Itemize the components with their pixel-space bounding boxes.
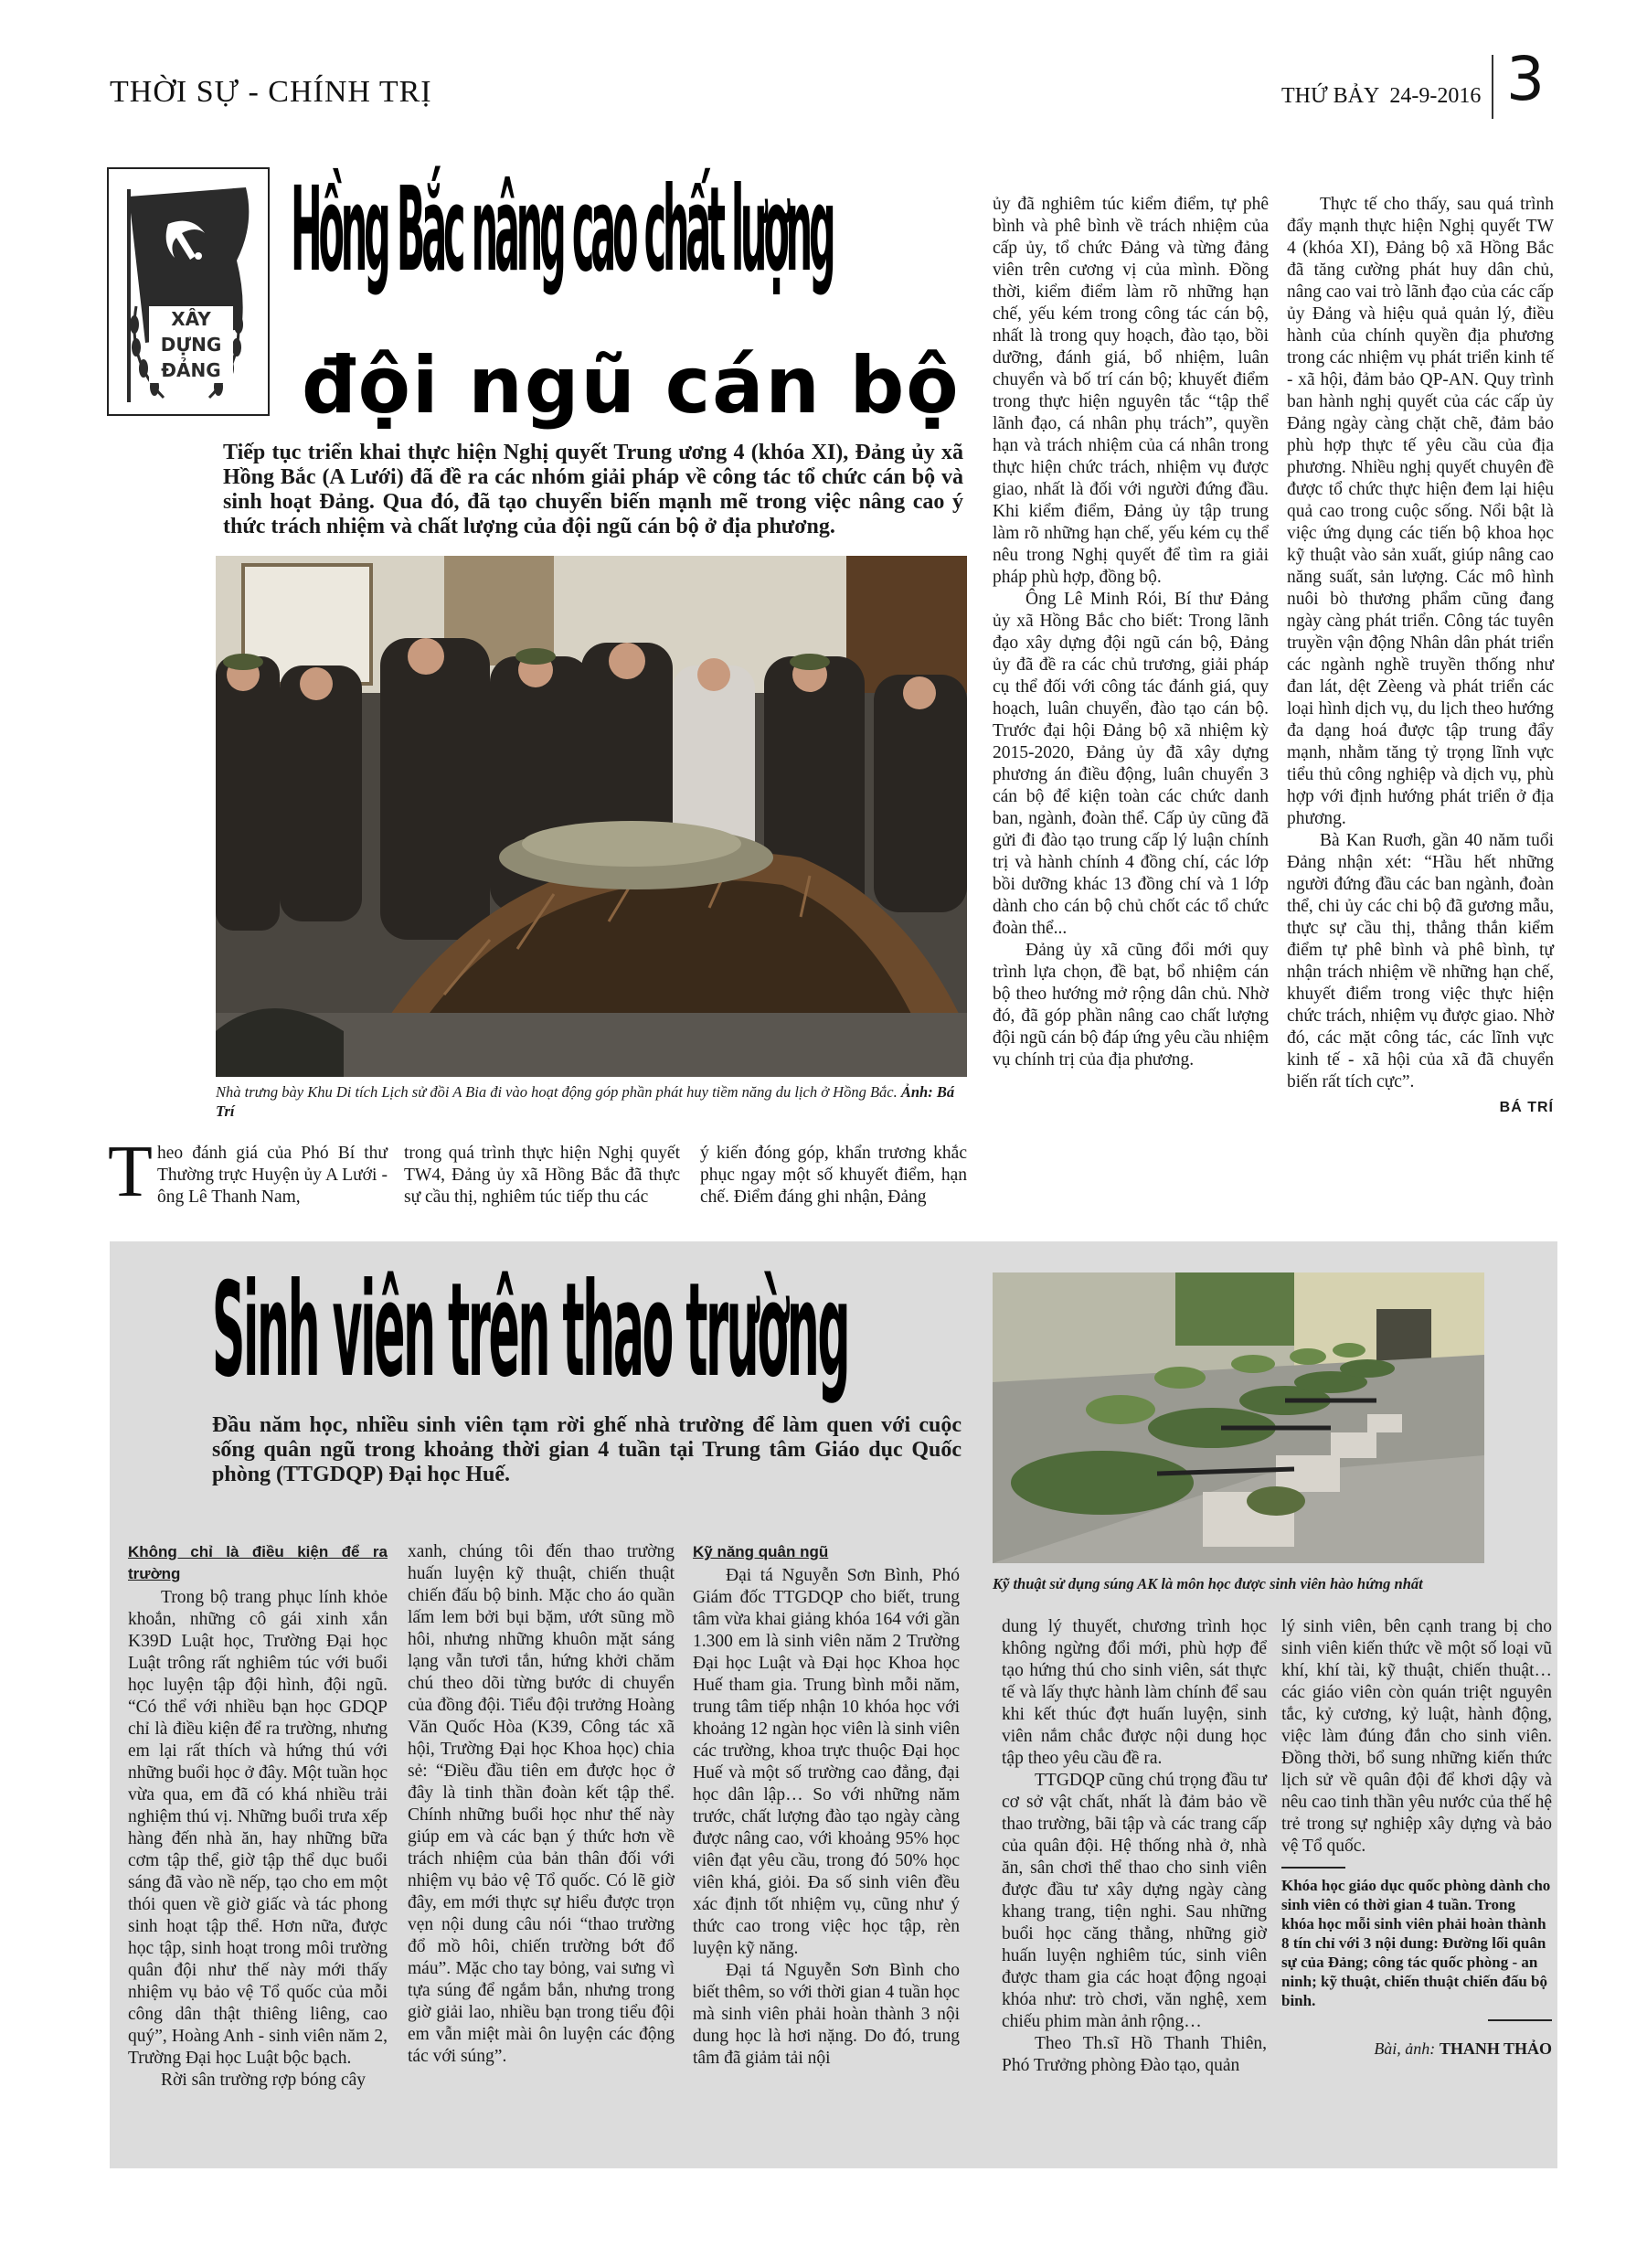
logo-text: XÂY DỰNG ĐẢNG (149, 306, 233, 383)
article1-author: BÁ TRÍ (1499, 1100, 1554, 1115)
article1-col5 (1287, 194, 1554, 1119)
article1-col1 (157, 1143, 388, 1209)
subhead-not-only-condition: Không chỉ là điều kiện để ra trường (128, 1543, 388, 1582)
article2-col3-para: Đại tá Nguyễn Sơn Bình, Phó Giám đốc TTGDQP cho biết, trung tâm vừa khai giảng khóa 164 với gần 1.300 em là sinh viên năm 2 Trường Đại học Luật và Đại học Khoa học Huế tham gia. Trung bình mỗi năm, trung tâm tiếp nhận 10 khóa học với khoảng 12 ngàn học viên là sinh viên các trường, khoa trực thuộc Đại học Huế và một số trường cao đẳng, đại học dân lập… So với những năm trước, chất lượng đào tạo ngày càng được nâng cao, với khoảng 95% học viên đạt yêu cầu, trong đó 50% học viên khá, giỏi. Đa số sinh viên đều xác định tốt nhiệm vụ, cũng như ý thức cao trong việc học tập, rèn luyện kỹ năng. (693, 1566, 960, 1958)
article1-col5-para: Bà Kan Ruơh, gần 40 năm tuổi Đảng nhận xét: “Hầu hết những người đứng đầu các ban ngành, đoàn thể, chi ủy các chi bộ đã gương mẫu, thực sự cầu thị, thẳng thắn kiểm điểm tự phê bình và phê bình, tự nhận trách nhiệm về những hạn chế, khuyết điểm trong việc thực hiện chức trách, nhiệm vụ được giao. Nhờ đó, các mặt công tác, các lĩnh vực kinh tế - xã hội của xã đã chuyển biến rất tích cực”. (1287, 831, 1554, 1091)
article2-title: Sinh viên trên thao trường (212, 1254, 849, 1407)
article2-col4-para: TTGDQP cũng chú trọng đầu tư cơ sở vật chất, nhất là đảm bảo về thao trường, bãi tập và các trang cấp của quân đội. Hệ thống nhà ở, nhà ăn, sân chơi thể thao cho sinh viên được đầu tư xây dựng ngày càng khang trang, tiện nghi. Sau những buổi học căng thẳng, những giờ huấn luyện nghiêm túc, sinh viên được tham gia các hoạt động ngoại khóa như: trò chơi, văn nghệ, xem chiếu phim màn ảnh rộng… (1002, 1771, 1267, 2031)
article2-col2 (408, 1541, 675, 2068)
xay-dung-dang-logo (107, 167, 270, 416)
dropcap: T (108, 1132, 153, 1212)
subhead-military-skills: Kỹ năng quân ngũ (693, 1543, 829, 1560)
article1-col4-para: ủy đã nghiêm túc kiểm điểm, tự phê bình và phê bình về trách nhiệm của cấp ủy, tổ chức Đảng và từng đảng viên trên cương vị của mình. Đồng thời, kiểm điểm làm rõ những hạn chế, yếu kém trong công tác cán bộ, nhất là trong quy hoạch, đào tạo, bồi dưỡng, đánh giá, bổ nhiệm, luân chuyển và bố trí cán bộ; khuyết điểm trong thực hiện nguyên tắc “tập thể lãnh đạo, cá nhân phụ trách”, quyền hạn và trách nhiệm của cá nhân trong thực hiện chức trách, nhiệm vụ được giao, nhất là đối với người đứng đầu. Khi kiểm điểm, Đảng ủy tập trung làm rõ những hạn chế, yếu kém cụ thể nêu trong Nghị quyết để tìm ra giải pháp phù hợp, đồng bộ. (993, 195, 1269, 587)
article1-col4-para: Ông Lê Minh Rói, Bí thư Đảng ủy xã Hồng Bắc cho biết: Trong lãnh đạo xây dựng đội ngũ cán bộ, Đảng ủy đã đề ra các chủ trương, giải pháp cụ thể đối với công tác đánh giá, quy hoạch, luân chuyển, đào tạo cán bộ. Trước đại hội Đảng bộ xã nhiệm kỳ 2015-2020, Đảng ủy đã xây dựng phương án điều động, luân chuyển 3 cán bộ để kiện toàn các chức danh ban, ngành, đoàn thể. Cấp ủy cũng đã gửi đi đào tạo trung cấp lý luận chính trị và hành chính 4 đồng chí, các lớp bồi dưỡng khác 13 đồng chí và 1 lớp dành cho cán bộ chủ chốt các tổ chức đoàn thể... (993, 590, 1269, 938)
article2-col4-para: Theo Th.sĩ Hồ Thanh Thiên, Phó Trưởng phòng Đào tạo, quản (1002, 2034, 1267, 2075)
article2-author-prefix: Bài, ảnh: (1374, 2039, 1440, 2058)
article1-title-line1: Hồng Bắc nâng cao chất lượng (291, 161, 833, 298)
article1-photo-credit: Ảnh: Bá Trí (216, 1083, 955, 1120)
article1-photo (216, 556, 967, 1077)
article1-col4 (993, 194, 1269, 1071)
section-label: THỜI SỰ - CHÍNH TRỊ (110, 75, 432, 109)
box-note: Khóa học giáo dục quốc phòng dành cho sinh viên có thời gian 4 tuần. Trong khóa học mỗi sinh viên phải hoàn thành 8 tín chỉ với 3 nội dung: Đường lối quân sự của Đảng; công tác quốc phòng - an ninh; kỹ thuật, chiến thuật chiến đấu bộ binh. (1281, 1877, 1551, 2009)
article1-photo-caption (216, 1082, 967, 1121)
article1-col1-text: heo đánh giá của Phó Bí thư Thường trực Huyện ủy A Lưới - ông Lê Thanh Nam, (157, 1144, 388, 1207)
article1-col3-text: ý kiến đóng góp, khẩn trương khắc phục ngay một số khuyết điểm, hạn chế. Điểm đáng ghi nhận, Đảng (700, 1144, 967, 1207)
article2-col1-para: Trong bộ trang phục lính khỏe khoắn, những cô gái xinh xắn K39D Luật học, Trường Đại học Luật trông rất nghiêm túc với buổi học luyện tập đội hình, đội ngũ. “Có thể với nhiều bạn học GDQP chỉ là điều kiện để ra trường, nhưng em lại rất thích và hứng thú với những buổi học ở đây. Một tuần học vừa qua, em đã có khá nhiều trải nghiệm thú vị. Những buổi trưa xếp hàng đến nhà ăn, hay những bữa cơm tập thể, giờ tập thể dục buổi sáng đã vào nề nếp, tạo cho em một thói quen về giờ giấc và tác phong sinh hoạt tập thể. Hơn nữa, được học tập, sinh hoạt trong môi trường quân đội như thế này mới thấy nhiệm vụ bảo vệ Tổ quốc của mỗi công dân thật thiêng liêng, cao quý”, Hoàng Anh - sinh viên năm 2, Trường Đại học Luật bộc bạch. (128, 1588, 388, 2068)
article2-col4-para: dung lý thuyết, chương trình học không ngừng đổi mới, phù hợp để tạo hứng thú cho sinh viên, sát thực tế và lấy thực hành làm chính để sau khi kết thúc đợt huấn luyện, sinh viên nắm chắc được nội dung học tập theo yêu cầu đề ra. (1002, 1617, 1267, 1768)
article2-col1 (128, 1541, 388, 2092)
article1-lead: Tiếp tục triển khai thực hiện Nghị quyết Trung ương 4 (khóa XI), Đảng ủy xã Hồng Bắc (A Lưới) đã đề ra các nhóm giải pháp về công tác tổ chức cán bộ và sinh hoạt Đảng. Qua đó, đã tạo chuyển biến mạnh mẽ trong việc nâng cao ý thức trách nhiệm và chất lượng của đội ngũ cán bộ ở địa phương. (223, 441, 963, 538)
issue-date: THỨ BẢY 24-9-2016 (1281, 84, 1482, 108)
article2-col3-para: Đại tá Nguyễn Sơn Bình cho biết thêm, so với thời gian 4 tuần học mà sinh viên phải hoàn thành 3 nội dung học là hơi nặng. Do đó, trung tâm đã giảm tải nội (693, 1961, 960, 2068)
article2-col5 (1281, 1616, 1552, 2060)
article2-col4 (1002, 1616, 1267, 2077)
note-divider-top (1281, 1867, 1345, 1869)
article1-col2 (404, 1143, 680, 1209)
article1-col5-para: Thực tế cho thấy, sau quá trình đẩy mạnh thực hiện Nghị quyết TW 4 (khóa XI), Đảng bộ xã Hồng Bắc đã tăng cường phát huy dân chủ, nâng cao vai trò lãnh đạo của các cấp ủy Đảng và hiệu quả quản lý, điều hành của chính quyền địa phương trong các nhiệm vụ phát triển kinh tế - xã hội, đảm bảo QP-AN. Quy trình ban hành nghị quyết của các cấp ủy Đảng ngày càng chặt chẽ, đảm bảo phù hợp thực tế yêu cầu của địa phương. Nhiều nghị quyết chuyên đề được tổ chức thực hiện đem lại hiệu quả cao trong cuộc sống. Nổi bật là việc ứng dụng các tiến bộ khoa học kỹ thuật vào sản xuất, giúp nâng cao năng suất, sản lượng. Các mô hình nuôi bò thương phẩm cũng đang ngày càng phát triển. Công tác tuyên truyền vận động Nhân dân phát triển các ngành nghề truyền thống như đan lát, dệt Zèeng và phát triển các loại hình dịch vụ, du lịch theo hướng đa dạng hoá được tập trung đẩy mạnh, nhằm tăng tỷ trọng lĩnh vực tiểu thủ công nghiệp và dịch vụ, phù hợp với định hướng phát triển ở địa phương. (1287, 195, 1554, 828)
article2-author (1281, 2038, 1552, 2060)
article1-col3 (700, 1143, 967, 1209)
article2-photo (993, 1272, 1484, 1563)
article1-col2-text: trong quá trình thực hiện Nghị quyết TW4, Đảng ủy xã Hồng Bắc đã thực sự cầu thị, nghiêm túc tiếp thu các (404, 1144, 680, 1207)
page-number: 3 (1506, 44, 1545, 114)
article2-col2-para: xanh, chúng tôi đến thao trường huấn luyện kỹ thuật, chiến thuật chiến đấu bộ binh. Mặc cho áo quần lấm lem bởi bụi bặm, ướt sũng mồ hôi, nhưng những khuôn mặt sáng lạng vẫn tươi tắn, hứng khởi chăm chú theo dõi từng bước di chuyển của đồng đội. Tiểu đội trưởng Hoàng Văn Quốc Hòa (K39, Công tác xã hội, Trường Đại học Khoa học) chia sẻ: “Điều đầu tiên em được học ở đây là tinh thần đoàn kết tập thể. Chính những buổi học như thế này giúp em và các bạn ý thức hơn về trách nhiệm của bản thân đối với nhiệm vụ bảo vệ Tổ quốc. Có lẽ giờ đây, em mới thực sự hiểu được trọn vẹn nội dung câu nói “thao trường đổ mồ hôi, chiến trường bớt đổ máu”. Mặc cho tay bỏng, vai sưng vì tựa súng để ngắm bắn, nhưng trong giờ giải lao, nhiều bạn trong tiểu đội em vẫn miệt mài ôn luyện các động tác với súng”. (408, 1542, 675, 2066)
note-divider-bottom (1488, 2019, 1552, 2021)
header-divider (1492, 55, 1493, 119)
article2-col5-para: lý sinh viên, bên cạnh trang bị cho sinh viên kiến thức về một số loại vũ khí, khí tài, kỹ thuật, chiến thuật… các giáo viên còn quán triệt nguyên tắc, kỷ cương, kỷ luật, hành động, việc làm đúng đắn cho sinh viên. Đồng thời, bổ sung những kiến thức lịch sử về quân đội để khơi dậy và nêu cao tinh thần yêu nước của thế hệ trẻ trong sự nghiệp xây dựng và bảo vệ Tổ quốc. (1281, 1617, 1552, 1856)
article1-col4-para: Đảng ủy xã cũng đổi mới quy trình lựa chọn, đề bạt, bổ nhiệm cán bộ theo hướng mở rộng dân chủ. Nhờ đó, đã góp phần nâng cao chất lượng đội ngũ cán bộ đáp ứng yêu cầu nhiệm vụ chính trị của địa phương. (993, 941, 1269, 1070)
article2-lead: Đầu năm học, nhiều sinh viên tạm rời ghế nhà trường để làm quen với cuộc sống quân ngũ trong khoảng thời gian 4 tuần tại Trung tâm Giáo dục Quốc phòng (TTGDQP) Đại học Huế. (212, 1413, 962, 1486)
article2-author-name: THANH THẢO (1439, 2039, 1552, 2058)
article1-caption-text: Nhà trưng bày Khu Di tích Lịch sử đồi A Bia đi vào hoạt động góp phần phát huy tiềm năng du lịch ở Hồng Bắc. (216, 1083, 898, 1101)
article2-col3 (693, 1541, 960, 2070)
article2-photo-caption: Kỹ thuật sử dụng súng AK là môn học được sinh viên hào hứng nhất (993, 1575, 1423, 1592)
article2-col1-para: Rời sân trường rợp bóng cây (161, 2071, 367, 2090)
article1-title-line2: đội ngũ cán bộ (302, 340, 961, 431)
